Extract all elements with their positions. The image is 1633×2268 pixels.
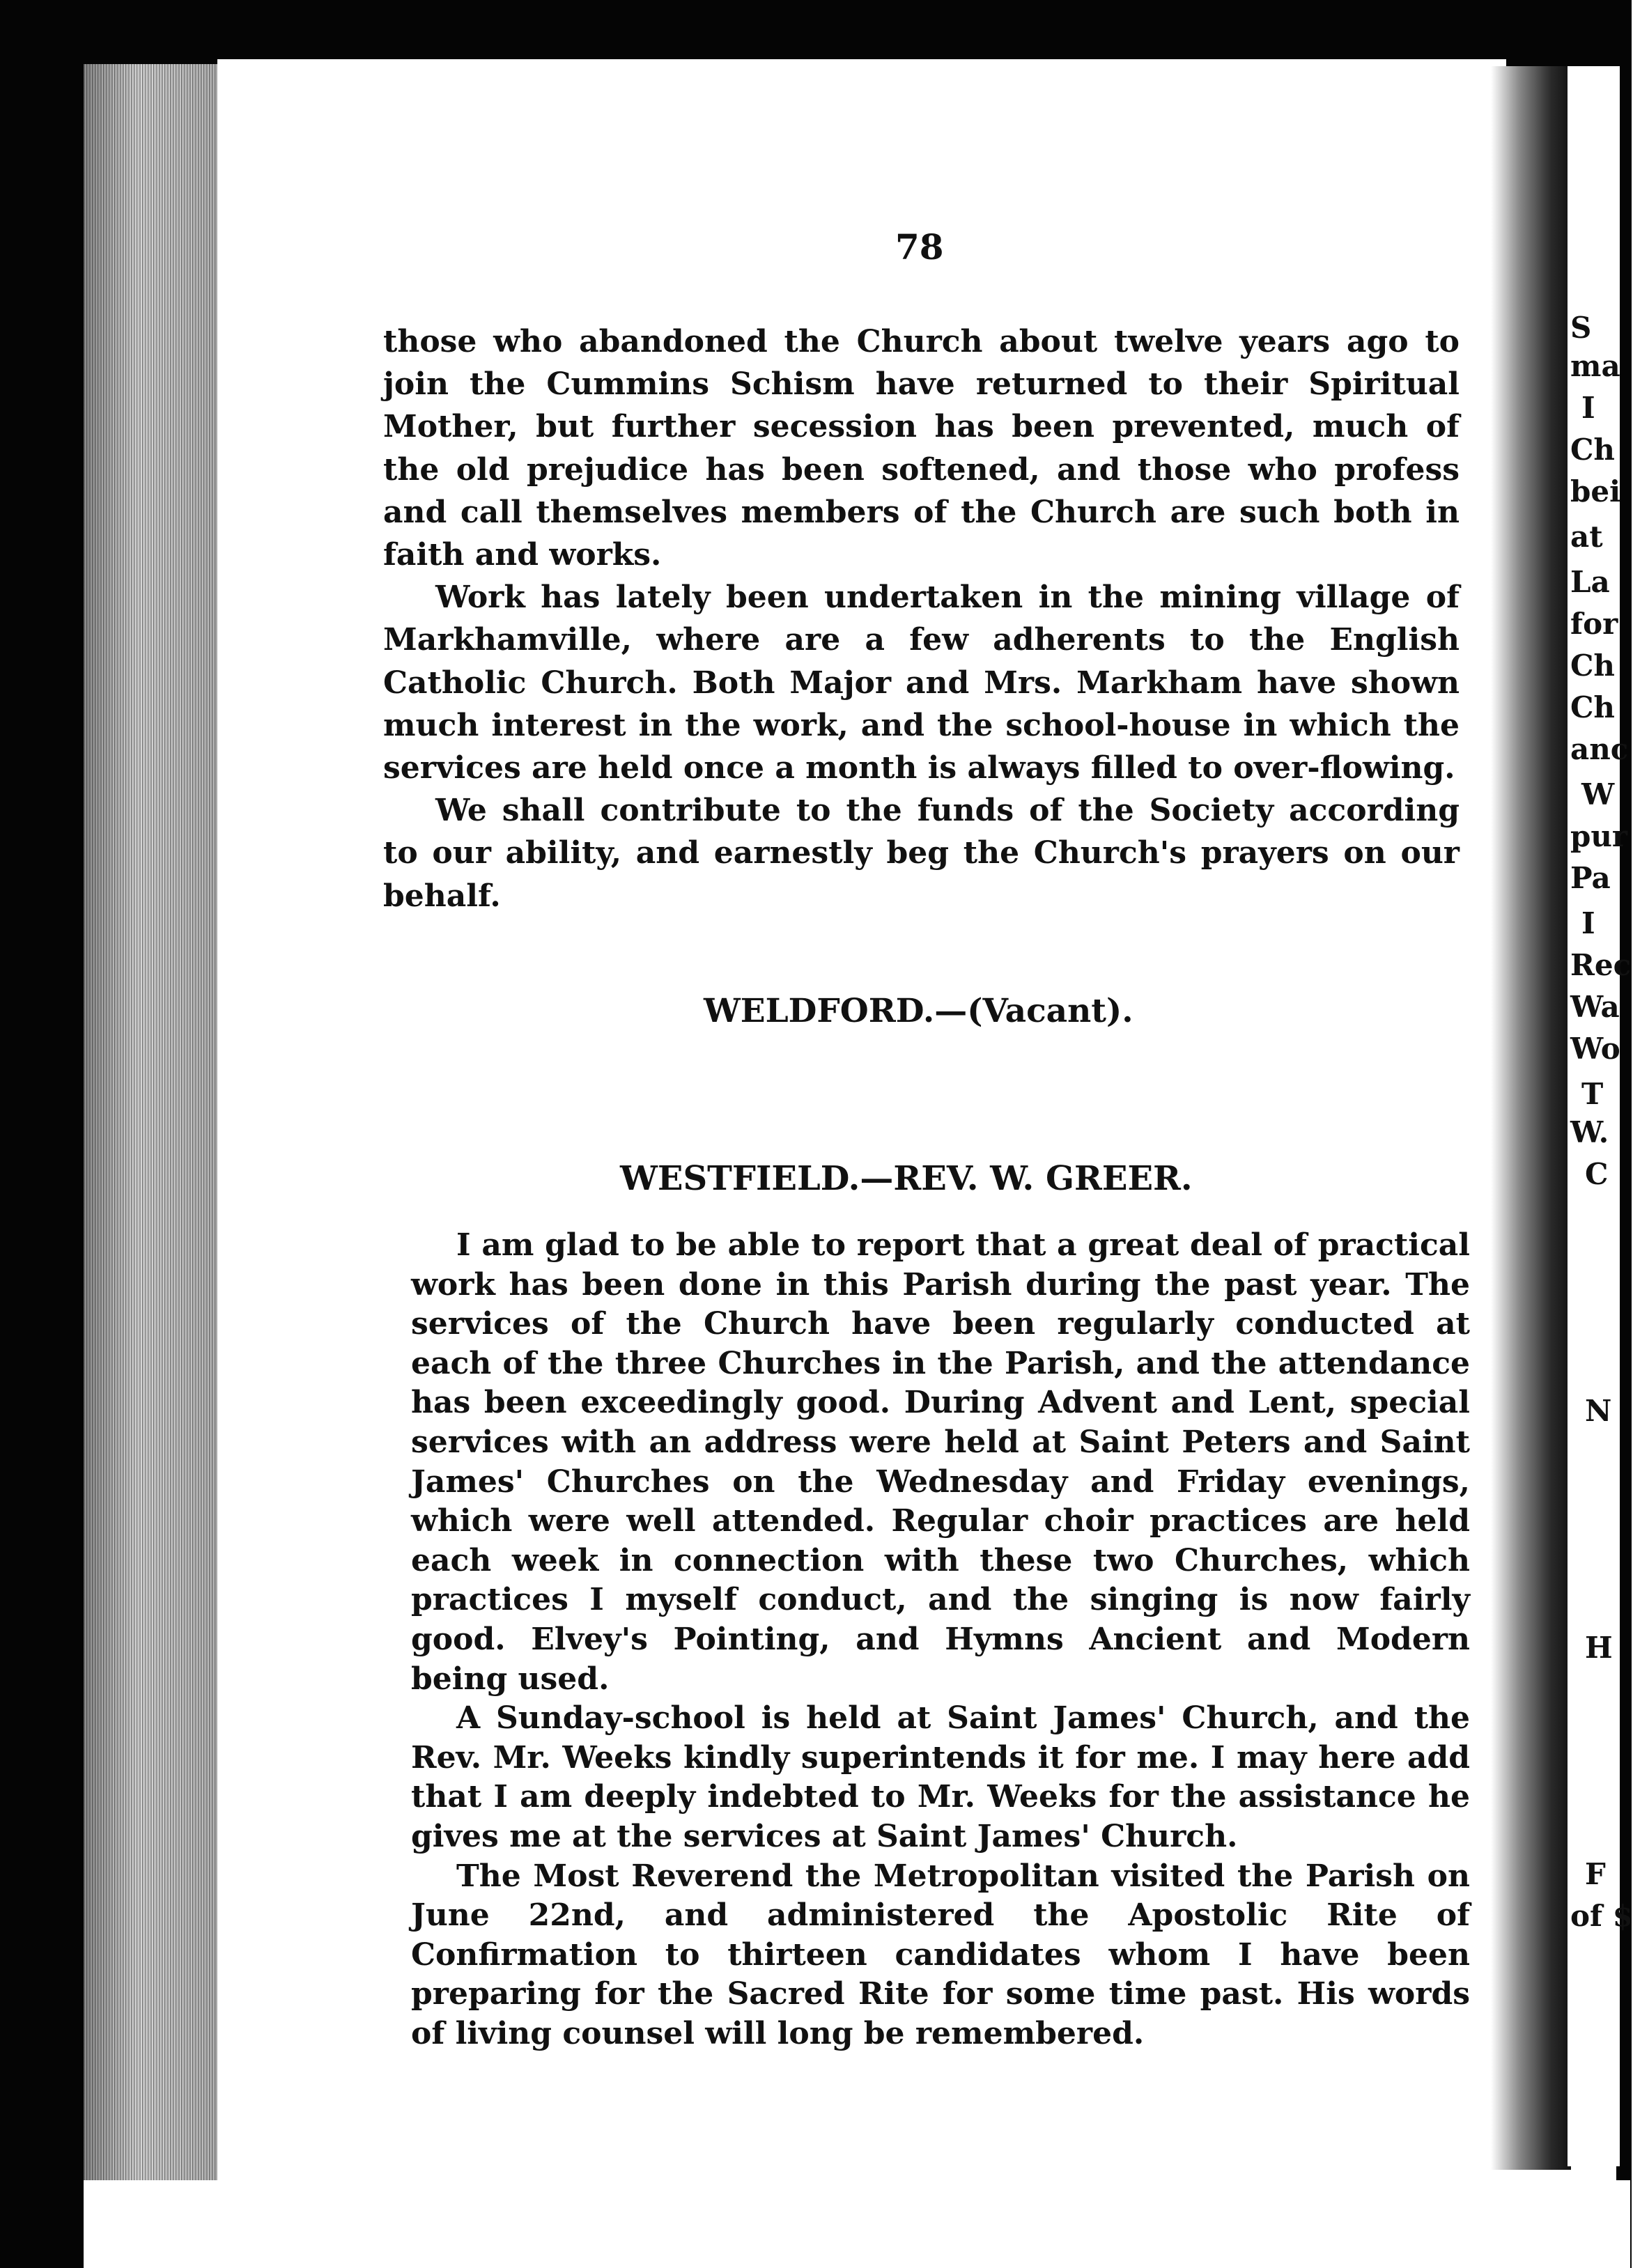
continued-report-text [383,320,1460,917]
facing-page-fragment: at [1570,520,1603,554]
facing-page-fragment: S [1570,311,1592,345]
westfield-report-text [411,1226,1470,2053]
scanner-background-top [0,0,1632,66]
section-heading-westfield: WESTFIELD.—REV. W. GREER. [620,1159,1193,1198]
facing-page-fragment: C [1585,1157,1609,1191]
facing-page-fragment: anc [1570,732,1629,766]
facing-page-fragment: Rec [1570,948,1632,982]
facing-page-fragment: I [1581,391,1595,425]
page-bottom-margin [84,2180,1630,2268]
facing-page-fragment: for [1570,607,1618,641]
facing-page-fragment: Wa [1570,990,1620,1024]
facing-page-fragment: pur [1570,819,1628,853]
facing-page-fragment: W. [1570,1115,1609,1149]
facing-page-fragment: Ch [1570,690,1615,724]
facing-page-fragment: Ch [1570,433,1615,467]
facing-page-fragment: of $ [1570,1899,1633,1933]
book-fore-edge-shade [84,64,219,2196]
page-number: 78 [895,226,944,267]
paragraph: We shall contribute to the funds of the Society according to our ability, and earnestly beg the Church's prayers on our behalf. [383,793,1460,914]
facing-page-fragment: W [1581,777,1615,811]
facing-page-fragment: Ch [1570,648,1615,683]
facing-page-fragment: bei [1570,474,1621,508]
paragraph: Work has lately been undertaken in the mining village of Markhamville, where are a few adherents to the English Catholic Church. Both Major and Mrs. Markham have shown much interest in the work, and the school-house in which the services are held once a month is always filled to over-flowing. [383,580,1460,786]
facing-page-fragment: F [1585,1857,1606,1891]
scanner-background-left [0,0,84,2268]
paragraph: I am glad to be able to report that a great deal of practical work has been done in this Parish during the past year. The services of the Church have been regularly conducted at each of the three Churches in the Parish, and the attendance has been exceedingly good. During Advent and Lent, special services with an address were held at Saint Peters and Saint James' Churches on the Wednesday and Friday evenings, which were well attended. Regular choir practices are held each week in connection with these two Churches, which practices I myself conduct, and the singing is now fairly good. Elvey's Pointing, and Hymns Ancient and Modern being used. [411,1227,1470,1697]
facing-page-fragment: Pa [1570,861,1611,895]
facing-page-fragment: N [1585,1394,1612,1428]
paragraph: those who abandoned the Church about twelve years ago to join the Cummins Schism have returned to their Spiritual Mother, but further secession has been prevented, much of the old prejudice has been softened, and those who profess and call themselves members of the Church are such both in faith and works. [383,324,1460,573]
paragraph: A Sunday-school is held at Saint James' Church, and the Rev. Mr. Weeks kindly superintends it for me. I may here add that I am deeply indebted to Mr. Weeks for the assistance he gives me at the services at Saint James' Church. [411,1700,1470,1854]
paragraph: The Most Reverend the Metropolitan visited the Parish on June 22nd, and administered the Apostolic Rite of Confirmation to thirteen candidates whom I have been preparing for the Sacred Rite for some time past. His words of living counsel will long be remembered. [411,1858,1470,2051]
facing-page-fragment: ma [1570,349,1620,383]
facing-page-sliver [1568,66,1633,2166]
facing-page-fragment: H [1585,1631,1613,1665]
facing-page-fragment: T [1581,1077,1604,1111]
facing-page-fragment: La [1570,565,1610,599]
facing-page-fragment: Wo [1570,1032,1620,1066]
facing-page-fragment: I [1581,906,1595,940]
section-heading-weldford: WELDFORD.—(Vacant). [704,992,1133,1030]
book-gutter-shadow [1491,66,1571,2170]
